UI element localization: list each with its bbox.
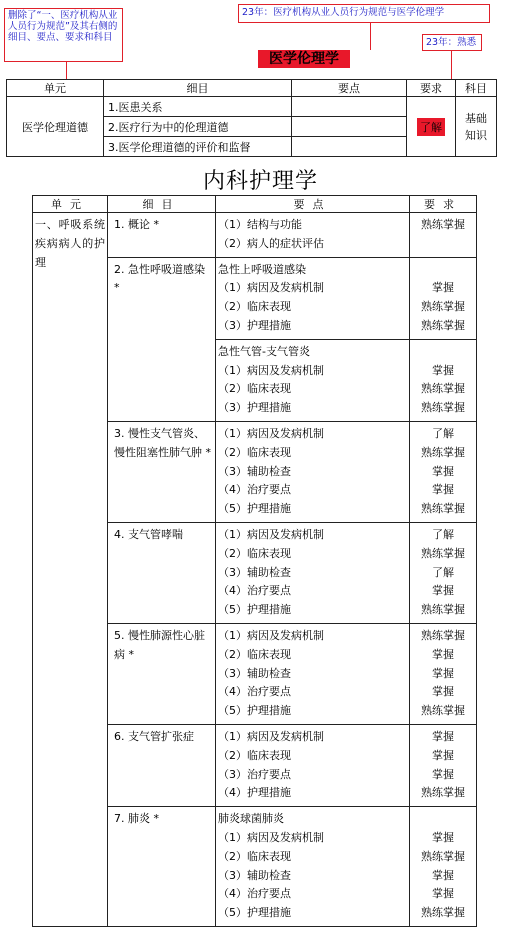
internal-medicine-table bbox=[32, 195, 477, 927]
points-cell bbox=[216, 213, 410, 258]
year-comment-top: 23年：医疗机构从业人员行为规范与医学伦理学 bbox=[238, 4, 490, 23]
ethics-subject-cell: 基础知识 bbox=[456, 97, 497, 157]
point-text: 肺炎球菌肺炎 bbox=[218, 812, 284, 826]
requirement-text: 掌握 bbox=[432, 483, 454, 497]
requirement-text: 熟练掌握 bbox=[421, 218, 465, 231]
requirement-cell bbox=[410, 257, 477, 339]
requirement-text: 熟练掌握 bbox=[421, 300, 465, 314]
requirement-text: 掌握 bbox=[432, 830, 454, 844]
requirement-cell bbox=[410, 213, 477, 258]
table-row bbox=[33, 213, 477, 258]
requirement-text: 熟练掌握 bbox=[421, 786, 465, 800]
point-text: （2）病人的症状评估 bbox=[218, 236, 324, 250]
requirement-text: 熟练掌握 bbox=[421, 382, 465, 396]
points-cell bbox=[216, 522, 410, 623]
internal-medicine-title: 内科护理学 bbox=[202, 169, 318, 194]
points-cell bbox=[216, 257, 410, 339]
requirement-text: 掌握 bbox=[432, 647, 454, 661]
point-text: （3）辅助检查 bbox=[218, 666, 291, 680]
requirement-text bbox=[412, 343, 474, 362]
point-text: （2）临床表现 bbox=[218, 849, 291, 863]
item-cell: 6. 支气管扩张症 bbox=[108, 724, 216, 806]
item-cell: 1. 概论 * bbox=[108, 213, 216, 258]
requirement-text: 掌握 bbox=[432, 887, 454, 901]
point-text: （3）辅助检查 bbox=[218, 868, 291, 882]
unit-cell: 一、呼吸系统疾病病人的护理 bbox=[33, 213, 108, 927]
requirement-cell bbox=[410, 522, 477, 623]
requirement-text: 熟练掌握 bbox=[421, 849, 465, 863]
ethics-table bbox=[6, 79, 497, 157]
point-text: （1）病因及发病机制 bbox=[218, 527, 324, 541]
point-text: （4）治疗要点 bbox=[218, 685, 291, 699]
point-text: （5）护理措施 bbox=[218, 704, 291, 718]
points-cell bbox=[216, 623, 410, 724]
point-text: 急性气管-支气管炎 bbox=[218, 344, 310, 358]
deletion-comment: 删除了“一、医疗机构从业人员行为规范”及其右侧的细目、要点、要求和科目 bbox=[4, 8, 123, 62]
requirement-cell bbox=[410, 339, 477, 421]
ethics-item: 3.医学伦理道德的评价和监督 bbox=[104, 137, 292, 157]
requirement-text: 熟练掌握 bbox=[421, 546, 465, 560]
requirement-text: 掌握 bbox=[432, 729, 454, 743]
requirement-text: 熟练掌握 bbox=[421, 603, 465, 617]
ethics-points-cell bbox=[292, 137, 407, 157]
requirement-highlight: 了解 bbox=[417, 118, 445, 136]
point-text: （5）护理措施 bbox=[218, 502, 291, 516]
point-text: （1）结构与功能 bbox=[218, 218, 302, 231]
requirement-text: 掌握 bbox=[432, 464, 454, 478]
points-cell bbox=[216, 339, 410, 421]
point-text: （3）辅助检查 bbox=[218, 565, 291, 579]
requirement-text bbox=[412, 235, 474, 254]
ethics-points-cell bbox=[292, 117, 407, 137]
point-text: （3）辅助检查 bbox=[218, 464, 291, 478]
requirement-text: 熟练掌握 bbox=[421, 906, 465, 920]
requirement-cell bbox=[410, 724, 477, 806]
requirement-text: 掌握 bbox=[432, 868, 454, 882]
point-text: （2）临床表现 bbox=[218, 647, 291, 661]
item-cell: 4. 支气管哮喘 bbox=[108, 522, 216, 623]
requirement-text: 了解 bbox=[432, 565, 454, 579]
point-text: （2）临床表现 bbox=[218, 546, 291, 560]
item-cell: 2. 急性呼吸道感染 * bbox=[108, 257, 216, 421]
point-text: （2）临床表现 bbox=[218, 382, 291, 396]
point-text: （4）治疗要点 bbox=[218, 887, 291, 901]
point-text: （3）护理措施 bbox=[218, 318, 291, 332]
header-unit: 单元 bbox=[7, 80, 104, 97]
internal-header-row bbox=[33, 196, 477, 213]
requirement-text: 掌握 bbox=[432, 767, 454, 781]
point-text: （5）护理措施 bbox=[218, 906, 291, 920]
ethics-requirement-cell bbox=[407, 97, 456, 157]
requirement-text: 熟练掌握 bbox=[421, 445, 465, 459]
requirement-text: 掌握 bbox=[432, 584, 454, 598]
requirement-text: 了解 bbox=[432, 426, 454, 440]
points-cell bbox=[216, 421, 410, 522]
item-cell: 5. 慢性肺源性心脏病 * bbox=[108, 623, 216, 724]
point-text: （1）病因及发病机制 bbox=[218, 628, 324, 642]
ethics-item: 2.医疗行为中的伦理道德 bbox=[104, 117, 292, 137]
header-requirement: 要求 bbox=[410, 196, 477, 213]
point-text: （3）治疗要点 bbox=[218, 767, 291, 781]
requirement-text: 了解 bbox=[432, 527, 454, 541]
requirement-cell bbox=[410, 421, 477, 522]
requirement-text: 掌握 bbox=[432, 363, 454, 377]
requirement-text: 掌握 bbox=[432, 685, 454, 699]
requirement-text: 熟练掌握 bbox=[421, 704, 465, 718]
item-cell: 7. 肺炎 * bbox=[108, 807, 216, 927]
requirement-text bbox=[412, 261, 474, 280]
year-comment-right: 23年：熟悉 bbox=[422, 34, 482, 51]
header-item: 细目 bbox=[104, 80, 292, 97]
header-points: 要点 bbox=[292, 80, 407, 97]
requirement-text: 熟练掌握 bbox=[421, 502, 465, 516]
point-text: （2）临床表现 bbox=[218, 748, 291, 762]
point-text: （5）护理措施 bbox=[218, 603, 291, 617]
points-cell bbox=[216, 724, 410, 806]
requirement-text bbox=[412, 810, 474, 829]
point-text: （1）病因及发病机制 bbox=[218, 363, 324, 377]
ethics-points-cell bbox=[292, 97, 407, 117]
points-cell bbox=[216, 807, 410, 927]
header-requirement: 要求 bbox=[407, 80, 456, 97]
ethics-section-title: 医学伦理学 bbox=[258, 50, 350, 68]
ethics-item: 1.医患关系 bbox=[104, 97, 292, 117]
point-text: （2）临床表现 bbox=[218, 300, 291, 314]
point-text: （2）临床表现 bbox=[218, 445, 291, 459]
requirement-cell bbox=[410, 623, 477, 724]
requirement-cell bbox=[410, 807, 477, 927]
header-points: 要点 bbox=[216, 196, 410, 213]
requirement-text: 掌握 bbox=[432, 666, 454, 680]
point-text: （1）病因及发病机制 bbox=[218, 426, 324, 440]
table-row bbox=[7, 97, 497, 117]
point-text: （4）护理措施 bbox=[218, 786, 291, 800]
requirement-text: 熟练掌握 bbox=[421, 401, 465, 415]
header-item: 细目 bbox=[108, 196, 216, 213]
header-unit: 单元 bbox=[33, 196, 108, 213]
comment-connector bbox=[370, 22, 371, 50]
requirement-text: 熟练掌握 bbox=[421, 628, 465, 642]
requirement-text: 掌握 bbox=[432, 748, 454, 762]
ethics-unit-cell: 医学伦理道德 bbox=[7, 97, 104, 157]
point-text: （1）病因及发病机制 bbox=[218, 281, 324, 295]
point-text: （3）护理措施 bbox=[218, 401, 291, 415]
point-text: （4）治疗要点 bbox=[218, 483, 291, 497]
point-text: （1）病因及发病机制 bbox=[218, 830, 324, 844]
requirement-text: 掌握 bbox=[432, 281, 454, 295]
point-text: 急性上呼吸道感染 bbox=[218, 262, 306, 276]
ethics-header-row bbox=[7, 80, 497, 97]
requirement-text: 熟练掌握 bbox=[421, 318, 465, 332]
header-subject: 科目 bbox=[456, 80, 497, 97]
item-cell: 3. 慢性支气管炎、慢性阻塞性肺气肿 * bbox=[108, 421, 216, 522]
point-text: （4）治疗要点 bbox=[218, 584, 291, 598]
point-text: （1）病因及发病机制 bbox=[218, 729, 324, 743]
